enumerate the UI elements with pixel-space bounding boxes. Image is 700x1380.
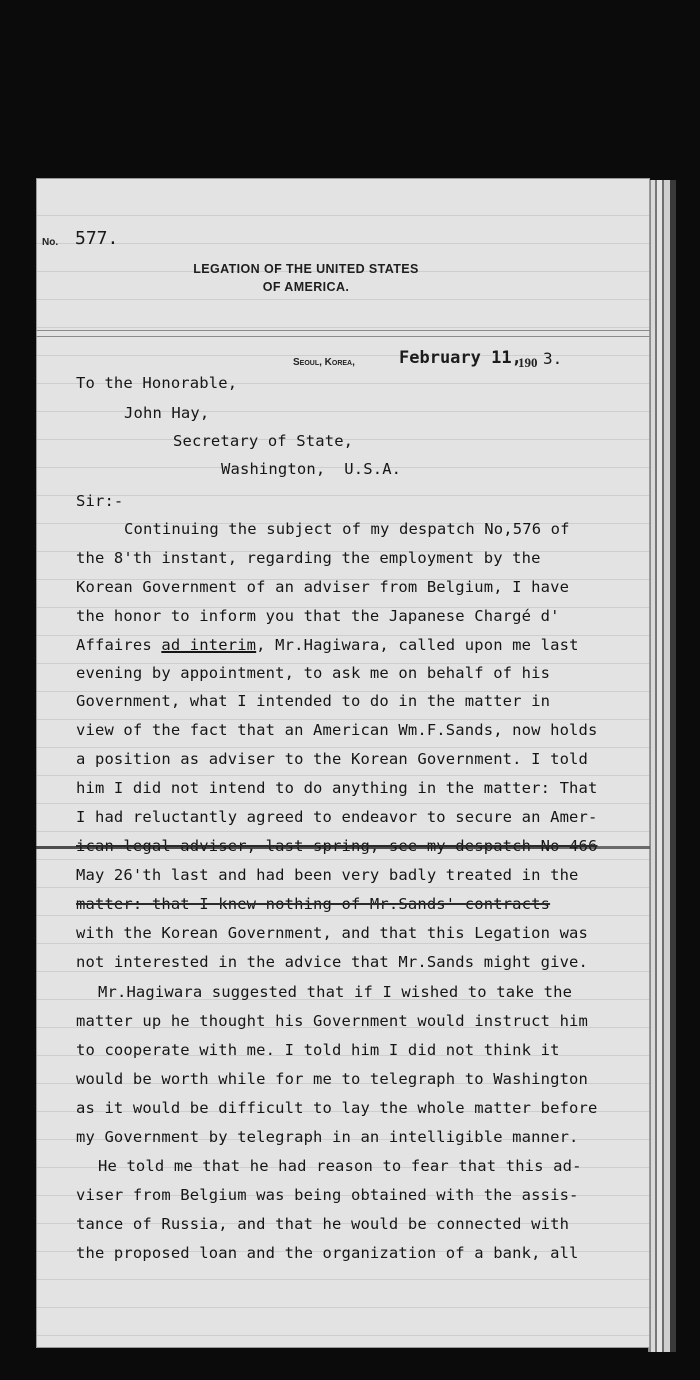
body-line-20: would be worth while for me to telegraph to Washington	[76, 1070, 589, 1088]
body-line-10: him I did not intend to do anything in the matter: That	[76, 779, 598, 797]
address-line-1: To the Honorable,	[76, 374, 238, 392]
body-line-05-start: Affaires	[76, 636, 162, 654]
body-line-18: matter up he thought his Government would instruct him	[76, 1012, 589, 1030]
ad-interim-underlined: ad interim	[161, 636, 257, 654]
body-line-21: as it would be difficult to lay the whole matter before	[76, 1099, 598, 1117]
body-line-11: I had reluctantly agreed to endeavor to secure an Amer-	[76, 808, 598, 826]
despatch-number-label: No.	[42, 237, 59, 248]
body-line-07: Government, what I intended to do in the matter in	[76, 692, 551, 710]
body-line-17: Mr.Hagiwara suggested that if I wished to take the	[98, 983, 573, 1001]
header-rule-bottom	[36, 336, 650, 337]
address-line-2: John Hay,	[124, 404, 210, 422]
address-line-4: Washington, U.S.A.	[221, 460, 402, 478]
date-line: February 11,	[399, 348, 522, 368]
body-line-19: to cooperate with me. I told him I did not think it	[76, 1041, 560, 1059]
body-line-12: ican legal adviser, last spring, see my despatch No 466	[76, 837, 598, 855]
letterhead-line-2: OF AMERICA.	[262, 280, 350, 294]
salutation: Sir:-	[76, 492, 124, 510]
place-line: Seoul, Korea,	[293, 357, 355, 368]
body-line-25: tance of Russia, and that he would be connected with	[76, 1215, 570, 1233]
body-line-16: not interested in the advice that Mr.Sands might give.	[76, 953, 589, 971]
header-rule-top	[36, 330, 650, 331]
letterhead-line-1: LEGATION OF THE UNITED STATES	[193, 262, 419, 276]
body-line-09: a position as adviser to the Korean Government. I told	[76, 750, 589, 768]
body-line-26: the proposed loan and the organization of a bank, all	[76, 1244, 579, 1262]
year-suffix: 3.	[543, 349, 563, 368]
body-line-13: May 26'th last and had been very badly treated in the	[76, 866, 579, 884]
paper-stack-edge	[648, 180, 676, 1352]
address-line-3: Secretary of State,	[173, 432, 354, 450]
year-prefix: 190	[518, 355, 538, 370]
letter-page	[36, 178, 650, 1348]
body-line-01: Continuing the subject of my despatch No,576 of	[124, 520, 570, 538]
body-line-14: matter: that I knew nothing of Mr.Sands' contracts	[76, 895, 551, 913]
body-line-15: with the Korean Government, and that this Legation was	[76, 924, 589, 942]
body-line-03: Korean Government of an adviser from Belgium, I have	[76, 578, 570, 596]
body-line-02: the 8'th instant, regarding the employment by the	[76, 549, 541, 567]
body-line-22: my Government by telegraph in an intelligible manner.	[76, 1128, 579, 1146]
body-line-08: view of the fact that an American Wm.F.Sands, now holds	[76, 721, 598, 739]
body-line-04: the honor to inform you that the Japanese Chargé d'	[76, 607, 560, 625]
body-line-23: He told me that he had reason to fear that this ad-	[98, 1157, 582, 1175]
body-line-06: evening by appointment, to ask me on behalf of his	[76, 664, 551, 682]
body-line-05-end: , Mr.Hagiwara, called upon me last	[256, 636, 579, 654]
despatch-number: 577.	[75, 228, 119, 249]
body-line-24: viser from Belgium was being obtained with the assis-	[76, 1186, 579, 1204]
body-line-05	[76, 636, 579, 654]
